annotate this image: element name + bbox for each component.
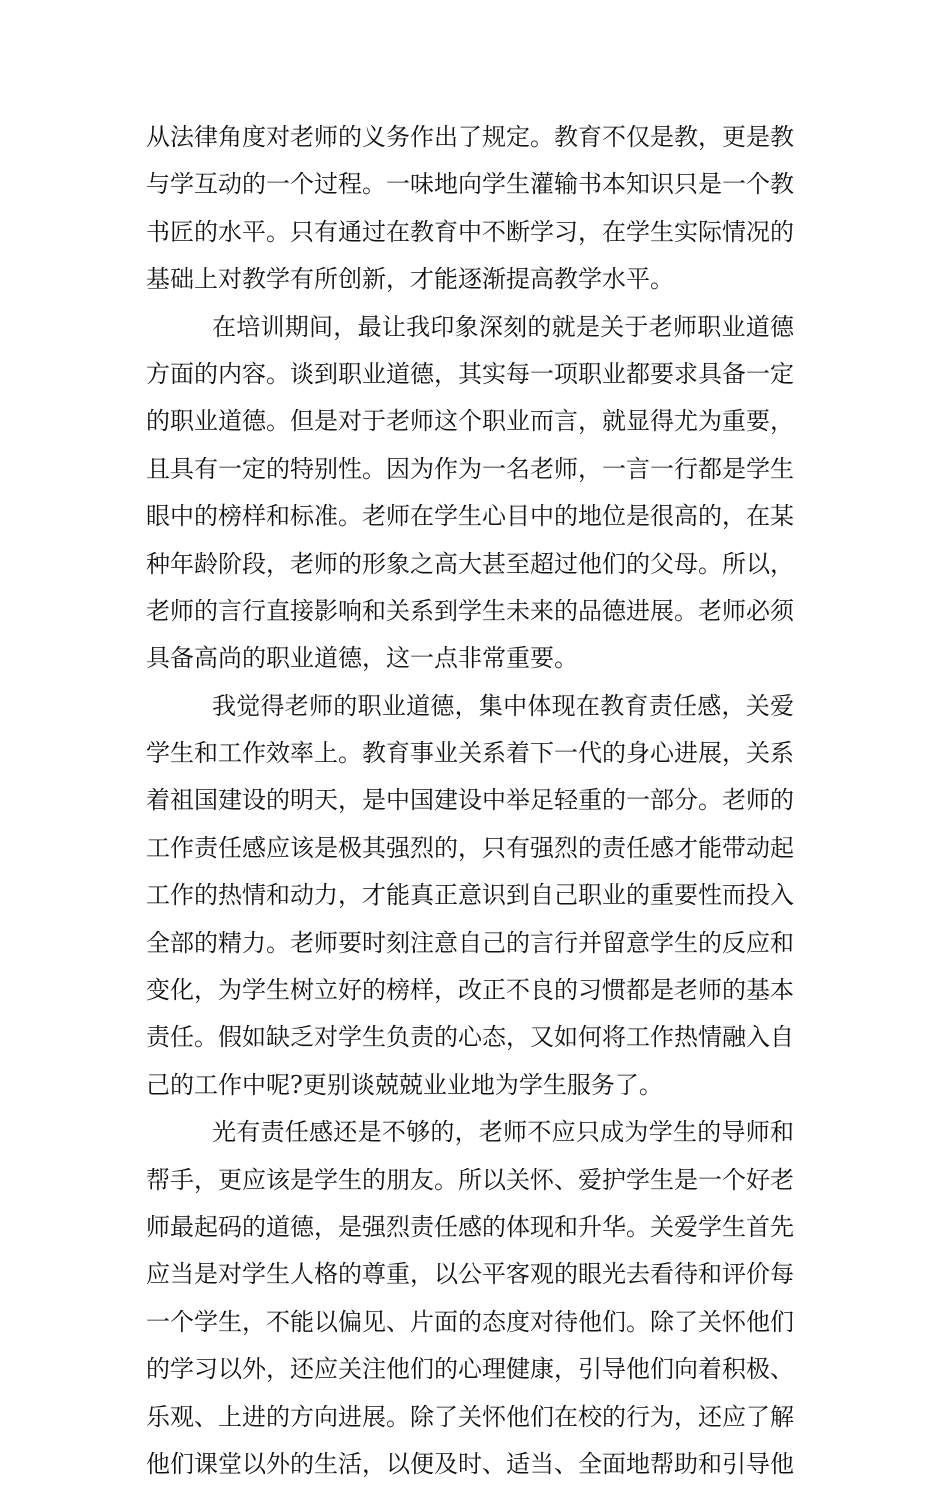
- paragraph-line: 在培训期间，最让我印象深刻的就是关于老师职业道德: [212, 312, 794, 341]
- paragraph-line: 他们课堂以外的生活，以便及时、适当、全面地帮助和引导他: [146, 1449, 794, 1478]
- paragraph-line: 具备高尚的职业道德，这一点非常重要。: [146, 644, 578, 673]
- paragraph-line: 工作责任感应该是极其强烈的，只有强烈的责任感才能带动起: [146, 833, 794, 862]
- paragraph-line: 应当是对学生人格的尊重，以公平客观的眼光去看待和评价每: [146, 1260, 794, 1289]
- paragraph-1: [146, 114, 794, 304]
- paragraph-line: 学生和工作效率上。教育事业关系着下一代的身心进展，关系: [146, 739, 794, 768]
- paragraph-line: 老师的言行直接影响和关系到学生未来的品德进展。老师必须: [146, 596, 794, 625]
- paragraph-line: 从法律角度对老师的义务作出了规定。教育不仅是教，更是教: [146, 123, 794, 151]
- paragraph-line: 与学互动的一个过程。一味地向学生灌输书本知识只是一个教: [146, 170, 794, 199]
- paragraph-line: 己的工作中呢?更别谈兢兢业业地为学生服务了。: [146, 1070, 663, 1099]
- paragraph-line: 的学习以外，还应关注他们的心理健康，引导他们向着积极、: [146, 1355, 794, 1384]
- paragraph-line: 且具有一定的特别性。因为作为一名老师，一言一行都是学生: [146, 454, 794, 483]
- paragraph-line: 工作的热情和动力，才能真正意识到自己职业的重要性而投入: [146, 881, 794, 910]
- paragraph-line: 责任。假如缺乏对学生负责的心态，又如何将工作热情融入自: [146, 1023, 794, 1052]
- paragraph-line: 一个学生，不能以偏见、片面的态度对待他们。除了关怀他们: [146, 1307, 794, 1336]
- document-body: [146, 114, 794, 1488]
- paragraph-line: 着祖国建设的明天，是中国建设中举足轻重的一部分。老师的: [146, 786, 794, 815]
- paragraph-line: 变化，为学生树立好的榜样，改正不良的习惯都是老师的基本: [146, 976, 794, 1005]
- paragraph-line: 全部的精力。老师要时刻注意自己的言行并留意学生的反应和: [146, 928, 794, 957]
- paragraph-4: [146, 1109, 794, 1488]
- paragraph-line: 方面的内容。谈到职业道德，其实每一项职业都要求具备一定: [146, 359, 794, 388]
- paragraph-line: 我觉得老师的职业道德，集中体现在教育责任感，关爱: [212, 691, 794, 720]
- paragraph-line: 师最起码的道德，是强烈责任感的体现和升华。关爱学生首先: [146, 1212, 794, 1241]
- paragraph-line: 帮手，更应该是学生的朋友。所以关怀、爱护学生是一个好老: [146, 1165, 794, 1194]
- paragraph-2: [146, 304, 794, 683]
- paragraph-line: 光有责任感还是不够的，老师不应只成为学生的导师和: [212, 1118, 794, 1147]
- paragraph-line: 种年龄阶段，老师的形象之高大甚至超过他们的父母。所以，: [146, 549, 794, 578]
- paragraph-3: [146, 683, 794, 1110]
- paragraph-line: 书匠的水平。只有通过在教育中不断学习，在学生实际情况的: [146, 217, 794, 246]
- paragraph-line: 的职业道德。但是对于老师这个职业而言，就显得尤为重要，: [146, 407, 794, 436]
- paragraph-line: 眼中的榜样和标准。老师在学生心目中的地位是很高的，在某: [146, 502, 794, 531]
- paragraph-line: 基础上对教学有所创新，才能逐渐提高教学水平。: [146, 265, 674, 294]
- paragraph-line: 乐观、上进的方向进展。除了关怀他们在校的行为，还应了解: [146, 1402, 794, 1431]
